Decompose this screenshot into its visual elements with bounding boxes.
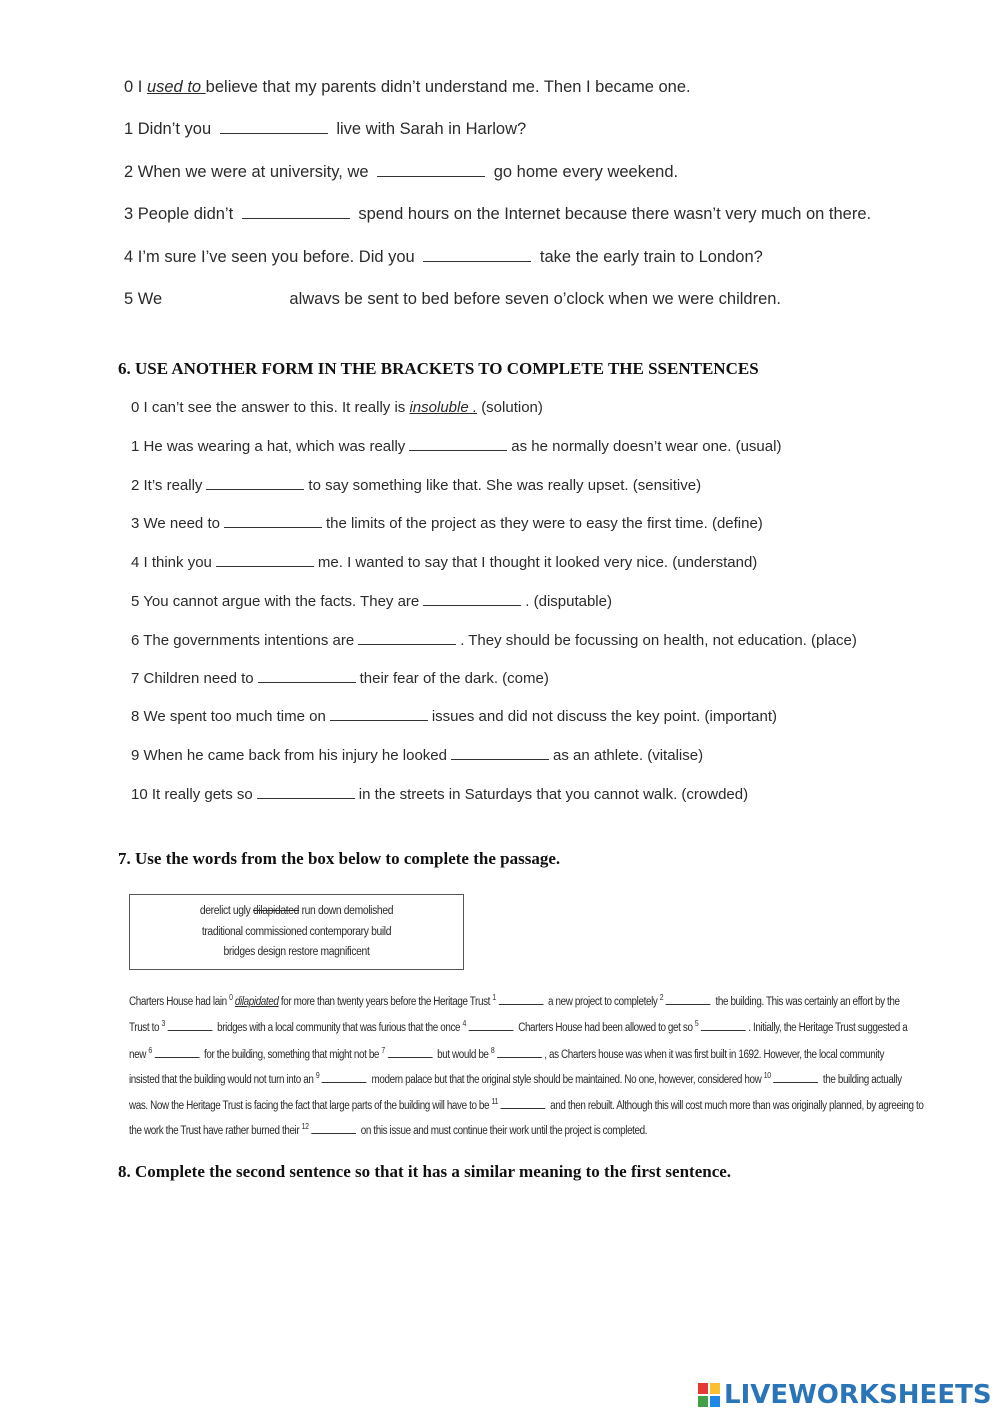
section8-heading: 8. Complete the second sentence so that it has a similar meaning to the first sentence. bbox=[118, 1162, 732, 1181]
answer-blank[interactable] bbox=[258, 681, 356, 683]
logo-square-yellow bbox=[710, 1383, 720, 1394]
passage-blank[interactable] bbox=[773, 1082, 818, 1083]
ex5-item-2: 2 When we were at university, we go home every weekend. bbox=[124, 163, 679, 181]
ex6-item-2: 2 It’s really to say something like that. She was really upset. (sensitive) bbox=[131, 477, 702, 494]
passage-blank[interactable] bbox=[387, 1057, 432, 1058]
answer-blank[interactable] bbox=[242, 217, 350, 219]
passage-line-6: the work the Trust have rather burned their $^{12}$ on this issue and must continue their work until the project is completed. bbox=[129, 1122, 648, 1137]
answer-blank[interactable] bbox=[423, 260, 531, 262]
passage-blank[interactable] bbox=[497, 1057, 542, 1058]
passage-line-1: Charters House had lain $^0$ dilapidated for more than twenty years before the Heritage Trust $^1$ a new project to completely $^2$ the building. This was certainly an effort by the bbox=[129, 993, 900, 1008]
answer-blank[interactable] bbox=[216, 565, 314, 567]
answer-blank[interactable] bbox=[423, 604, 521, 606]
word-box-line-1: derelict ugly dilapidated run down demolished bbox=[199, 905, 394, 917]
answer-blank[interactable] bbox=[206, 488, 304, 490]
example-answer: used to bbox=[146, 78, 206, 96]
example-answer: insoluble . bbox=[409, 399, 478, 416]
logo-square-blue bbox=[710, 1396, 720, 1407]
answer-blank[interactable] bbox=[451, 758, 549, 760]
answer-blank[interactable] bbox=[409, 449, 507, 451]
passage-blank[interactable] bbox=[469, 1030, 514, 1031]
ex6-item-6: 6 The governments intentions are . They should be focussing on health, not education. (place) bbox=[131, 632, 857, 649]
ex6-item-1: 1 He was wearing a hat, which was really as he normally doesn’t wear one. (usual) bbox=[131, 438, 782, 455]
passage-blank[interactable] bbox=[498, 1004, 543, 1005]
word-box bbox=[129, 894, 464, 970]
section6-heading: 6. USE ANOTHER FORM IN THE BRACKETS TO COMPLETE THE SSENTENCES bbox=[118, 359, 759, 378]
passage-blank[interactable] bbox=[666, 1004, 711, 1005]
passage-line-4: insisted that the building would not turn into an $^9$ modern palace but that the original style should be maintained. No one, however, considered how $^{10}$ the building actually bbox=[129, 1071, 902, 1086]
section7-heading: 7. Use the words from the box below to complete the passage. bbox=[118, 849, 561, 868]
ex6-item-8: 8 We spent too much time on issues and did not discuss the key point. (important) bbox=[131, 708, 778, 725]
example-answer: dilapidated bbox=[234, 996, 279, 1008]
used-word: dilapidated bbox=[252, 905, 300, 917]
ex5-item-0: 0 I used to believe that my parents didn’t understand me. Then I became one. bbox=[124, 78, 691, 96]
ex5-item-3: 3 People didn’t spend hours on the Internet because there wasn’t very much on there. bbox=[124, 205, 872, 223]
word-box-line-2: traditional commissioned contemporary build bbox=[201, 926, 392, 938]
ex6-item-4: 4 I think you me. I wanted to say that I thought it looked very nice. (understand) bbox=[131, 554, 758, 571]
passage-blank[interactable] bbox=[701, 1030, 746, 1031]
passage-blank[interactable] bbox=[500, 1108, 545, 1109]
answer-blank[interactable] bbox=[330, 719, 428, 721]
passage-blank[interactable] bbox=[322, 1082, 367, 1083]
logo-icon bbox=[698, 1383, 720, 1407]
ex6-item-3: 3 We need to the limits of the project as they were to easy the first time. (define) bbox=[131, 515, 763, 532]
answer-blank[interactable] bbox=[224, 526, 322, 528]
ex6-item-9: 9 When he came back from his injury he looked as an athlete. (vitalise) bbox=[131, 747, 704, 764]
ex5-item-1: 1 Didn’t you live with Sarah in Harlow? bbox=[124, 120, 527, 138]
logo-square-red bbox=[698, 1383, 708, 1394]
liveworksheets-logo bbox=[698, 1378, 992, 1412]
logo-text: LIVEWORKSHEETS bbox=[724, 1380, 992, 1410]
answer-blank[interactable] bbox=[358, 643, 456, 645]
word-box-line-3: bridges design restore magnificent bbox=[223, 946, 370, 958]
passage-blank[interactable] bbox=[167, 1030, 212, 1031]
passage-line-3: new $^6$ for the building, something that might not be $^7$ but would be $^8$ , as Charters house was when it was first built in 1692. However, the local community bbox=[129, 1046, 885, 1061]
ex6-item-7: 7 Children need to their fear of the dark. (come) bbox=[131, 670, 549, 687]
logo-square-green bbox=[698, 1396, 708, 1407]
passage-blank[interactable] bbox=[311, 1133, 356, 1134]
answer-blank[interactable] bbox=[257, 797, 355, 799]
passage-line-2: Trust to $^3$ bridges with a local community that was furious that the once $^4$ Charters House had been allowed to get so $^5$ . Initially, the Heritage Trust suggested a bbox=[129, 1019, 908, 1034]
answer-blank[interactable] bbox=[377, 175, 485, 177]
passage-blank[interactable] bbox=[154, 1057, 199, 1058]
ex6-example: 0 I can’t see the answer to this. It really is insoluble . (solution) bbox=[131, 399, 543, 416]
passage-line-5: was. Now the Heritage Trust is facing the fact that large parts of the building will have to be $^{11}$ and then rebuilt. Although this will cost much more than was originally planned, by agreeing to bbox=[129, 1097, 924, 1112]
ex6-item-10: 10 It really gets so in the streets in Saturdays that you cannot walk. (crowded) bbox=[131, 786, 749, 803]
ex6-item-5: 5 You cannot argue with the facts. They are . (disputable) bbox=[131, 593, 612, 610]
ex5-item-5: 5 We alwavs be sent to bed before seven o’clock when we were children. bbox=[124, 290, 782, 308]
ex5-item-4: 4 I’m sure I’ve seen you before. Did you take the early train to London? bbox=[124, 248, 763, 266]
answer-blank[interactable] bbox=[220, 132, 328, 134]
